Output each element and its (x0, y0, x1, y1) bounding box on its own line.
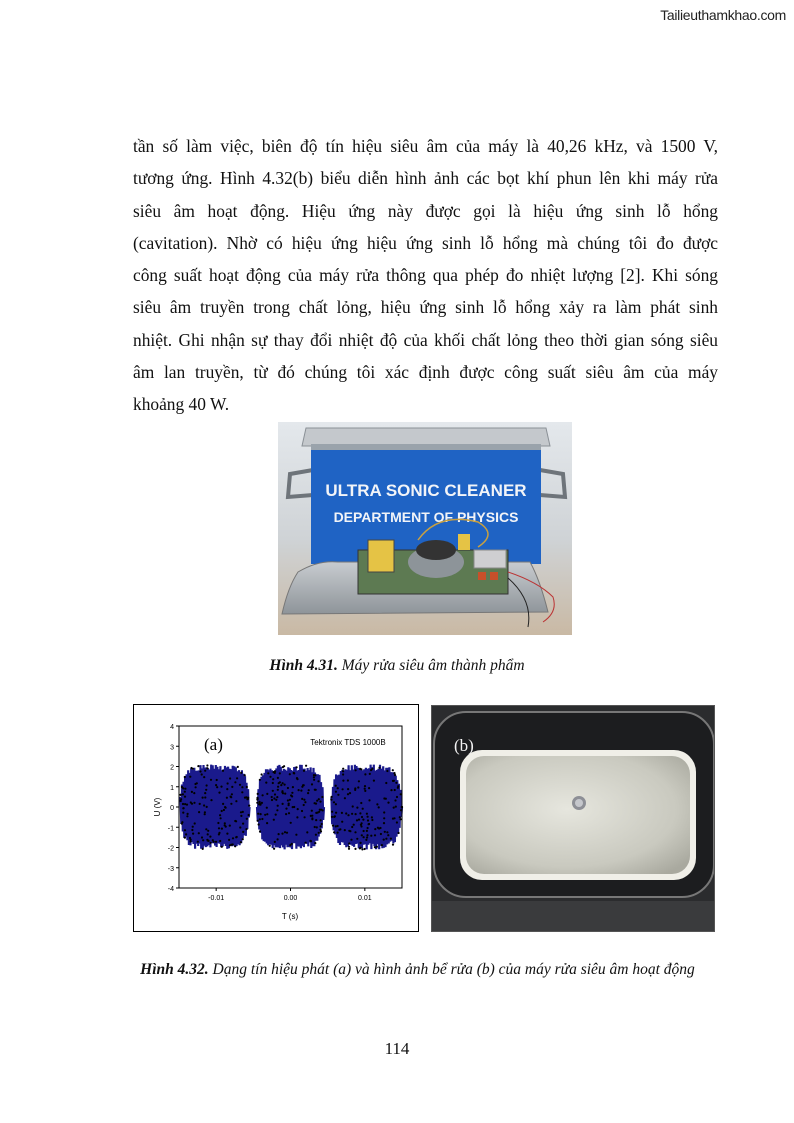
svg-text:-3: -3 (167, 865, 174, 873)
panel-b-label: (b) (454, 736, 474, 755)
svg-text:4: 4 (170, 724, 174, 731)
body-line: công suất hoạt động của máy rửa thông qua phép đo nhiệt lượng [2]. Khi sóng (133, 265, 718, 286)
svg-text:2: 2 (170, 764, 174, 772)
panel-a-label: (a) (204, 735, 223, 754)
signal-chart-panel (133, 704, 419, 932)
svg-text:-4: -4 (167, 886, 174, 893)
figure-4-31-caption (0, 657, 794, 675)
cleaner-label-line1: ULTRA SONIC CLEANER (325, 481, 527, 500)
svg-text:0: 0 (170, 805, 174, 812)
svg-text:1: 1 (170, 784, 174, 792)
caption-label: Hình 4.31. (269, 657, 338, 674)
ultrasonic-cleaner-photo (278, 422, 572, 635)
body-line: siêu âm truyền trong chất lỏng, hiệu ứng sinh lỗ hổng xảy ra làm phát sinh (133, 297, 718, 318)
waveform-chart (134, 705, 418, 931)
instrument-annotation: Tektronix TDS 1000B (310, 738, 386, 747)
caption-text: Dạng tín hiệu phát (a) và hình ảnh bể rửa (b) của máy rửa siêu âm hoạt động (208, 961, 695, 978)
y-axis-label: U (V) (153, 797, 162, 817)
svg-text:0.00: 0.00 (283, 895, 298, 902)
svg-text:0.01: 0.01 (358, 895, 372, 902)
body-line: tần số làm việc, biên độ tín hiệu siêu âm của máy là 40,26 kHz, và 1500 V, (133, 136, 718, 156)
ultrasonic-cleaner-illustration (278, 422, 572, 635)
svg-text:-2: -2 (167, 845, 174, 853)
body-line: (cavitation). Nhờ có hiệu ứng hiệu ứng sinh lỗ hổng mà chúng tôi đo được (133, 232, 718, 253)
caption-text: Máy rửa siêu âm thành phẩm (337, 657, 525, 674)
body-line: nhiệt. Ghi nhận sự thay đổi nhiệt độ của khối chất lỏng theo thời gian sóng siêu (133, 329, 718, 350)
body-paragraph (133, 130, 718, 421)
watermark: Tailieuthamkhao.com (660, 7, 786, 23)
x-axis-label: T (s) (281, 912, 299, 921)
body-line: tương ứng. Hình 4.32(b) biểu diễn hình ảnh các bọt khí phun lên khi máy rửa (133, 168, 718, 189)
caption-label: Hình 4.32. (140, 961, 209, 978)
body-line: siêu âm hoạt động. Hiệu ứng này được gọi là hiệu ứng sinh lỗ hổng (133, 200, 718, 221)
body-line: khoảng 40 W. (133, 394, 230, 415)
svg-text:-1: -1 (167, 825, 174, 833)
svg-text:-0.01: -0.01 (208, 895, 225, 902)
figure-4-32-caption (120, 956, 715, 984)
cavitation-bath-illustration (432, 706, 714, 931)
body-line: âm lan truyền, từ đó chúng tôi xác định được công suất siêu âm của máy (133, 362, 718, 383)
cleaning-tank-photo (431, 705, 715, 932)
svg-text:3: 3 (170, 744, 174, 752)
page-number: 114 (384, 1039, 410, 1058)
cleaner-label-line2: DEPARTMENT OF PHYSICS (333, 509, 519, 525)
